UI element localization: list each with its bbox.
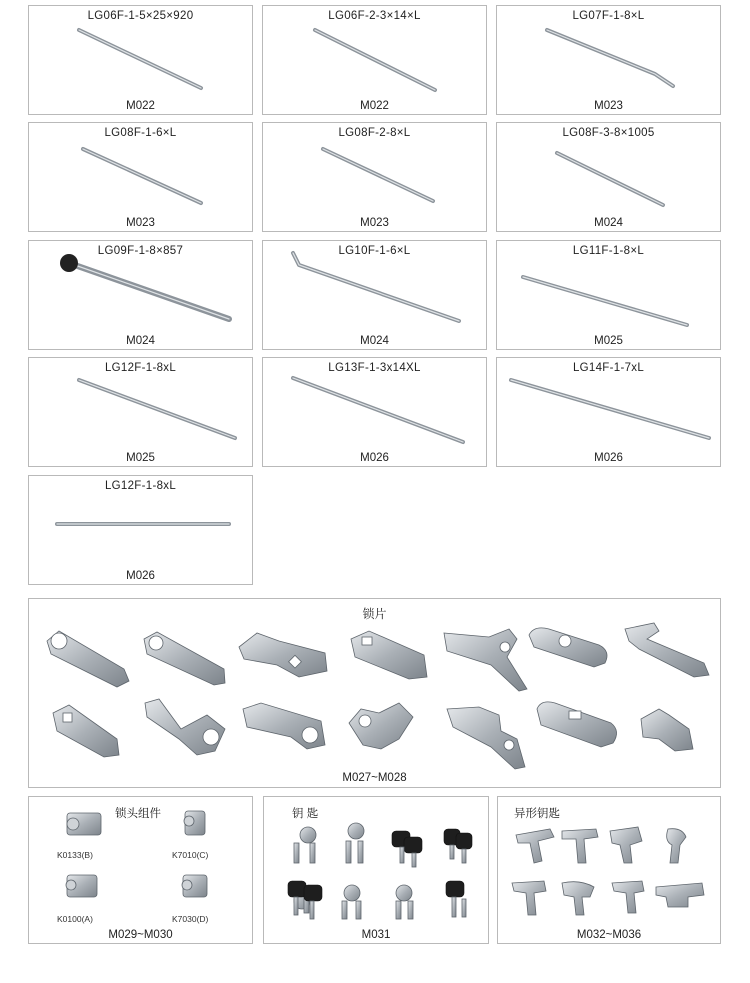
- cam-10: [243, 703, 325, 749]
- rod-card: [496, 357, 721, 467]
- rod-card: [28, 475, 253, 585]
- rod-model-title: LG06F-2-3×14×L: [328, 10, 421, 22]
- rod-model-title: LG08F-1-6×L: [104, 127, 177, 139]
- cam-4: [351, 631, 427, 679]
- rod-model-title: LG09F-1-8×857: [97, 245, 184, 257]
- cylinder-label-k7030: K7030(D): [172, 914, 209, 924]
- rod-part-code: M023: [360, 217, 389, 229]
- lock-cam-code: M027~M028: [342, 772, 407, 784]
- cam-14: [641, 709, 693, 751]
- rod-part-code: M022: [126, 100, 155, 112]
- special-keys-title: 异形钥匙: [514, 808, 560, 820]
- rod-part-code: M023: [126, 217, 155, 229]
- rod-model-title: LG14F-1-7xL: [572, 362, 645, 374]
- cam-6: [529, 628, 607, 667]
- keys-title: 钥 匙: [292, 808, 319, 820]
- rod-card: [262, 122, 487, 232]
- cam-2: [144, 632, 225, 685]
- rod-card: [496, 122, 721, 232]
- rod-card: [262, 357, 487, 467]
- rod-model-title: LG11F-1-8×L: [572, 245, 645, 257]
- cylinder-label-k0100: K0100(A): [57, 914, 93, 924]
- cam-5: [444, 629, 527, 691]
- rod-model-title: LG12F-1-8xL: [104, 362, 177, 374]
- cam-9: [145, 699, 225, 755]
- cam-12: [447, 707, 525, 769]
- rod-card: [496, 240, 721, 350]
- rod-model-title: LG08F-3-8×1005: [562, 127, 655, 139]
- rod-card: [28, 5, 253, 115]
- cylinder-label-k7010: K7010(C): [172, 850, 209, 860]
- keys-code: M031: [361, 929, 391, 941]
- cam-3: [239, 633, 327, 677]
- lock-cam-title: 锁片: [362, 607, 387, 621]
- cam-11: [349, 703, 413, 749]
- rod-card: [28, 122, 253, 232]
- rod-model-title: LG06F-1-5×25×920: [87, 10, 194, 22]
- cylinder-assembly-code: M029~M030: [108, 929, 173, 941]
- key-illustrations: [264, 797, 490, 945]
- keys-panel: [263, 796, 489, 944]
- rod-model-title: LG13F-1-3x14XL: [328, 362, 421, 374]
- rod-part-code: M024: [594, 217, 623, 229]
- lock-cam-illustrations: [29, 599, 722, 789]
- cam-7: [625, 623, 709, 677]
- rod-card: [496, 5, 721, 115]
- rod-part-code: M025: [126, 452, 155, 464]
- rod-part-code: M026: [126, 570, 155, 582]
- rod-card: [28, 357, 253, 467]
- rod-part-code: M025: [594, 335, 623, 347]
- cylinder-assembly-title: 锁头组件: [115, 808, 161, 820]
- rod-model-title: LG12F-1-8xL: [104, 480, 177, 492]
- rod-model-title: LG07F-1-8×L: [572, 10, 645, 22]
- rod-part-code: M026: [360, 452, 389, 464]
- rod-part-code: M022: [360, 100, 389, 112]
- rod-part-code: M024: [126, 335, 155, 347]
- rod-model-title: LG08F-2-8×L: [338, 127, 411, 139]
- rod-card: [28, 240, 253, 350]
- special-keys-code: M032~M036: [576, 929, 642, 941]
- rod-model-title: LG10F-1-6×L: [338, 245, 411, 257]
- cam-1: [47, 631, 129, 687]
- rod-card: [262, 5, 487, 115]
- special-keys-panel: [497, 796, 721, 944]
- special-key-illustrations: [498, 797, 722, 945]
- cylinder-label-k0133: K0133(B): [57, 850, 93, 860]
- cam-8: [53, 705, 119, 757]
- cylinder-assembly-panel: [28, 796, 253, 944]
- rod-part-code: M023: [594, 100, 623, 112]
- rod-part-code: M026: [594, 452, 623, 464]
- lock-cam-section: [28, 598, 721, 788]
- cam-13: [537, 702, 617, 747]
- rod-card: [262, 240, 487, 350]
- rod-part-code: M024: [360, 335, 389, 347]
